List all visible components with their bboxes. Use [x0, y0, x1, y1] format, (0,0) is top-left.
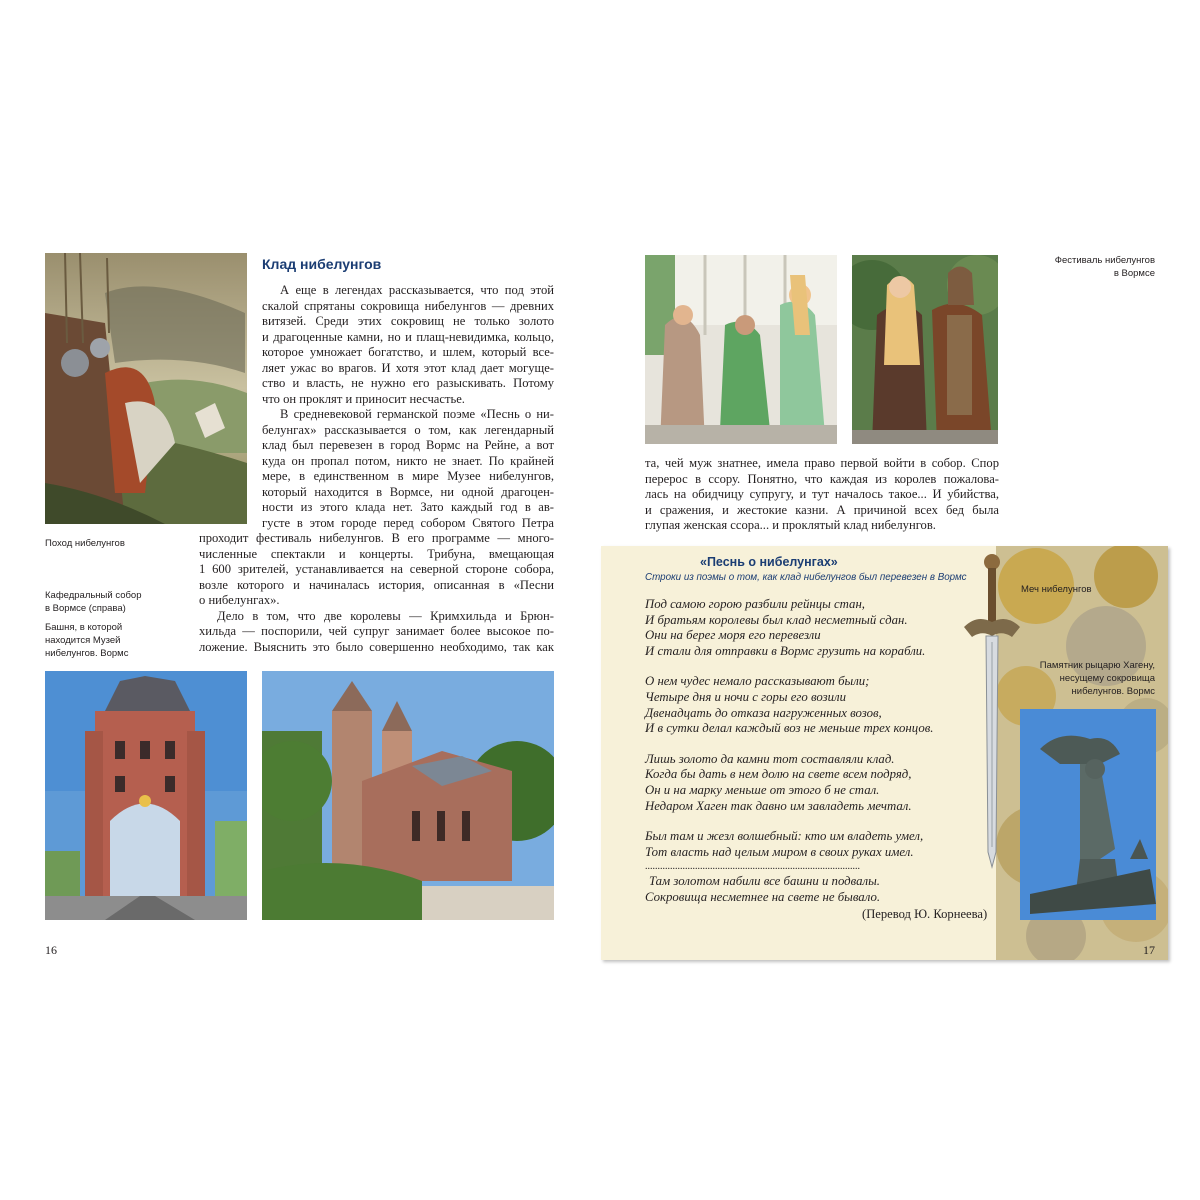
text-line: ности из этого клада нет. Зато каждый год в ав- [262, 500, 554, 514]
poem-line: Там золотом набили все башни и подвалы. [649, 874, 880, 889]
caption-tower-line: нибелунгов. Вормс [45, 648, 129, 659]
caption-festival [1010, 254, 1155, 280]
caption-festival-line: в Вормсе [1113, 268, 1155, 279]
text-line: численные спектакли и концерты. Трибуна, вмещающая [199, 546, 554, 561]
caption-tower-line: Башня, в которой [45, 622, 123, 633]
poem-line: Двенадцать до отказа нагруженных возов, [645, 705, 882, 720]
sword-image [962, 552, 1022, 870]
text-line: хильда — поспорили, чей супруг занимает более высокое по- [199, 624, 554, 638]
text-line: та, чей муж знатнее, имела право первой войти в собор. Спор [645, 456, 999, 470]
text-line: возле которого и начиналась история, описанная в «Песни [199, 577, 554, 592]
text-line: который находится в Вормсе, ни одной драгоцен- [262, 484, 554, 499]
caption-cathedral-line: в Вормсе (справа) [45, 603, 126, 614]
poem-title: «Песнь о нибелунгах» [700, 555, 838, 569]
caption-tower-line: находится Музей [45, 635, 121, 646]
section-title: Клад нибелунгов [262, 256, 382, 272]
poem-line: И братьям королевы был клад несметный сдан. [645, 612, 908, 627]
page-number-right: 17 [1143, 943, 1155, 957]
text-line: ляет ужас во врагов. И хотя этот клад дает могуще- [262, 360, 554, 375]
text-line: скалой спрятаны сокровища нибелунгов — древних [262, 298, 554, 313]
text-line: о нибелунгах». [199, 593, 280, 607]
caption-tower [45, 621, 128, 660]
poem-line: И стали для отправки в Вормс грузить на корабли. [645, 643, 926, 658]
text-line: А еще в легендах рассказывается, что под этой [280, 283, 554, 297]
text-line: витязей. Среди этих сокровищ не только золото [262, 314, 554, 328]
caption-festival-line: Фестиваль нибелунгов [1054, 255, 1155, 266]
painting-nibelung-campaign [45, 253, 247, 524]
caption-monument-line: несущему сокровища [1059, 673, 1155, 684]
poem-stanza [645, 674, 965, 736]
text-line: ство и власть, не нужно его разыскивать. Потому [262, 376, 554, 390]
caption-campaign: Поход нибелунгов [45, 538, 125, 549]
poem-line: Тот власть над целым миром в своих руках имел. [645, 844, 914, 859]
caption-monument-line: нибелунгов. Вормс [1071, 686, 1155, 697]
photo-tower-worms [45, 671, 247, 920]
body-column-wide [199, 531, 554, 655]
page-number-left: 16 [45, 943, 57, 957]
poem-line: И в сутки делал каждый воз не меньше трех концов. [645, 721, 934, 736]
caption-monument [1020, 659, 1155, 698]
caption-sword: Меч нибелунгов [1021, 584, 1092, 595]
poem-line: О нем чудес немало рассказывают были; [645, 674, 870, 689]
text-line: куда он пропал потом, никто не знает. По крайней [262, 453, 554, 468]
body-column-narrow [262, 283, 554, 531]
text-line: клад был перевезен в город Вормс на Рейне, а вот [262, 438, 554, 452]
text-line: Дело в том, что две королевы — Кримхильда и Брюн- [217, 608, 554, 623]
photo-cathedral-worms [262, 671, 554, 920]
poem-line: Сокровища несметнее на свете не бывало. [645, 889, 881, 904]
poem-subtitle: Строки из поэмы о том, как клад нибелунгов был перевезен в Вормс [645, 572, 967, 583]
text-line: которое умножает богатство, и шлем, который все- [262, 345, 554, 359]
text-line: лась на обидчицу супругу, и тут началось такое... И убийства, [645, 487, 999, 501]
poem-stanza [645, 752, 965, 814]
photo-hagen-monument [1020, 709, 1156, 920]
text-line: 1 600 зрителей, устанавливается на северной стороне собора, [199, 562, 554, 576]
poem-stanza [645, 829, 965, 905]
poem-line: Недаром Хаген так давно им завладеть мечтал. [645, 798, 912, 813]
poem-line: Под самою горою разбили рейнцы стан, [645, 597, 866, 611]
poem-body [645, 597, 965, 906]
text-line: ложение. Выяснить это было совершенно необходимо, так как [199, 639, 554, 654]
text-line: проходит фестиваль нибелунгов. В его программе — много- [199, 531, 554, 545]
poem-line: Когда бы дать в нем долю на свете всем подряд, [645, 767, 912, 782]
body-column-right [645, 456, 999, 534]
caption-cathedral [45, 589, 141, 615]
text-line: и драгоценные камни, но и плащ-невидимка, кольцо, [262, 329, 554, 344]
text-line: мере, в единственном в мире Музее нибелунгов, [262, 469, 554, 483]
text-line: густе в этом городе перед собором Святого Петра [262, 515, 554, 530]
poem-line: Был там и жезл волшебный: кто им владеть умел, [645, 829, 924, 844]
photo-festival-2 [852, 255, 998, 444]
poem-line: Он и на марку меньше от этого б не стал. [645, 782, 880, 797]
poem-line: Лишь золото да камни тот составляли клад. [645, 751, 895, 766]
text-line: перерос в ссору. Понятно, что каждая из королев пожалова- [645, 471, 999, 486]
text-line: белунгах» рассказывается о том, как легендарный [262, 422, 554, 437]
poem-stanza [645, 597, 965, 659]
caption-monument-line: Памятник рыцарю Хагену, [1039, 660, 1155, 671]
poem-line: Они на берег моря его перевезли [645, 628, 821, 643]
photo-festival-1 [645, 255, 837, 444]
text-line: что он проклят и приносит несчастье. [262, 391, 465, 406]
translator-credit: (Перевод Ю. Корнеева) [862, 907, 988, 921]
caption-cathedral-line: Кафедральный собор [45, 590, 142, 601]
text-line: и сражения, и жестокие казни. А причиной всех бед была [645, 502, 999, 517]
text-line: глупая женская ссора... и проклятый клад нибелунгов. [645, 518, 936, 532]
poem-dots: ...................................................................................... [645, 861, 860, 873]
poem-line: Четыре дня и ночи с горы его возили [645, 689, 846, 704]
text-line: В средневековой германской поэме «Песнь о ни- [280, 407, 554, 421]
